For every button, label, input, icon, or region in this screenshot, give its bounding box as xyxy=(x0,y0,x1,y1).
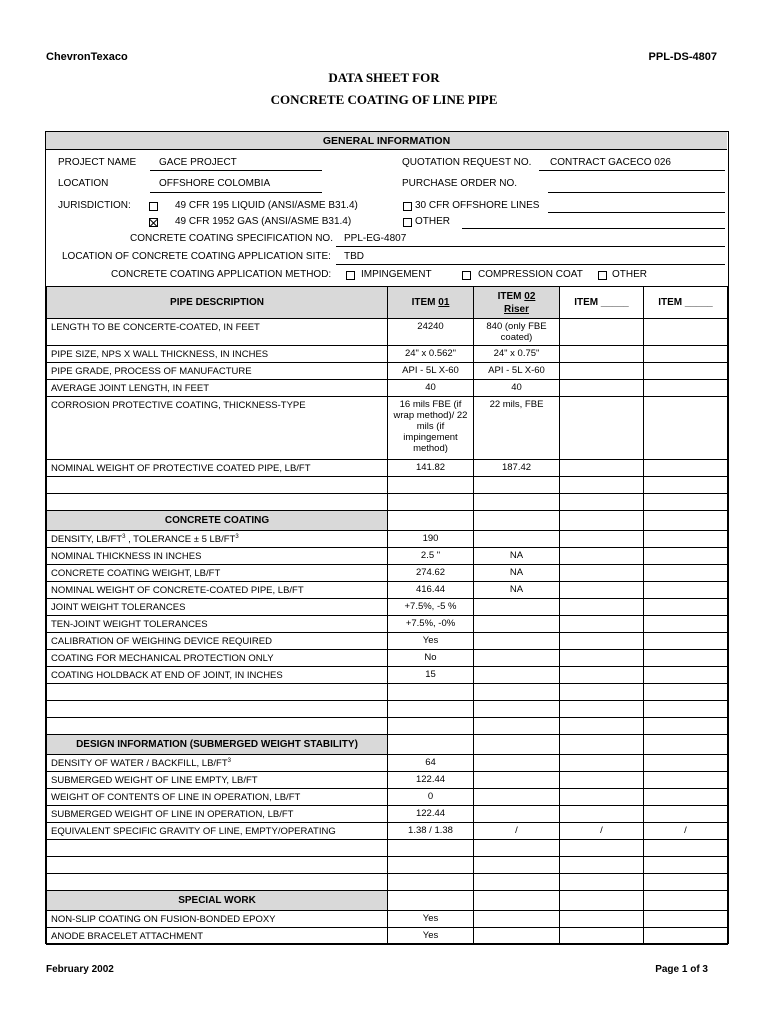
empty-cell xyxy=(474,718,560,735)
empty-cell xyxy=(474,840,560,857)
jurisdiction-offshore-label: 30 CFR OFFSHORE LINES xyxy=(415,200,540,211)
item-4-value xyxy=(644,755,728,772)
spacer-row xyxy=(47,684,728,701)
spec-number-value: PPL-EG-4807 xyxy=(344,233,407,244)
item-4-value xyxy=(644,772,728,789)
document-title-line-1: DATA SHEET FOR xyxy=(328,70,440,85)
jurisdiction-gas-label: 49 CFR 1952 GAS (ANSI/ASME B31.4) xyxy=(175,216,352,227)
item-3-value xyxy=(560,633,644,650)
table-row xyxy=(47,380,728,397)
item-2-value xyxy=(474,531,560,548)
jurisdiction-label: JURISDICTION: xyxy=(58,200,131,211)
empty-cell xyxy=(644,857,728,874)
item-3-value xyxy=(560,772,644,789)
jurisdiction-liquid-checkbox[interactable] xyxy=(149,202,158,211)
item-02-number: 02 xyxy=(524,290,536,302)
spacer-row xyxy=(47,718,728,735)
method-other-checkbox[interactable] xyxy=(598,271,607,280)
project-name-line xyxy=(150,170,322,171)
row-label: ANODE BRACELET ATTACHMENT xyxy=(47,928,388,945)
water-density-sup: 3 xyxy=(227,758,232,764)
item-4-value xyxy=(644,633,728,650)
density-sup-2: 3 xyxy=(235,534,239,540)
jurisdiction-offshore-checkbox[interactable] xyxy=(403,202,412,211)
item-2-value: 840 (only FBE coated) xyxy=(474,319,560,346)
method-other-label: OTHER xyxy=(612,269,647,280)
table-row xyxy=(47,363,728,380)
empty-cell xyxy=(388,840,474,857)
row-label: NOMINAL THICKNESS IN INCHES xyxy=(47,548,388,565)
empty-cell xyxy=(560,718,644,735)
footer-page-number: Page 1 of 3 xyxy=(655,964,708,975)
item-2-value xyxy=(474,772,560,789)
data-sheet-frame xyxy=(45,131,729,944)
row-label: TEN-JOINT WEIGHT TOLERANCES xyxy=(47,616,388,633)
application-site-line xyxy=(336,264,725,265)
empty-cell xyxy=(388,718,474,735)
item-1-value: API - 5L X-60 xyxy=(388,363,474,380)
item-2-value xyxy=(474,789,560,806)
item-3-value xyxy=(560,650,644,667)
item-3-header: ITEM _____ xyxy=(560,287,644,319)
density-sup: 3 xyxy=(122,534,126,540)
empty-cell xyxy=(644,511,728,531)
item-1-value: 2.5 " xyxy=(388,548,474,565)
empty-cell xyxy=(47,874,388,891)
item-1-value: 190 xyxy=(388,531,474,548)
item-4-value xyxy=(644,667,728,684)
item-2-value: NA xyxy=(474,565,560,582)
item-1-value: 0 xyxy=(388,789,474,806)
item-3-value xyxy=(560,755,644,772)
design-information-heading: DESIGN INFORMATION (SUBMERGED WEIGHT STABILITY) xyxy=(47,735,388,755)
row-label: PIPE SIZE, NPS X WALL THICKNESS, IN INCHES xyxy=(47,346,388,363)
item-2-value: API - 5L X-60 xyxy=(474,363,560,380)
spacer-row xyxy=(47,477,728,494)
item-3-value xyxy=(560,599,644,616)
empty-cell xyxy=(474,891,560,911)
item-4-value xyxy=(644,565,728,582)
row-label: COATING HOLDBACK AT END OF JOINT, IN INCHES xyxy=(47,667,388,684)
item-3-value xyxy=(560,319,644,346)
empty-cell xyxy=(388,874,474,891)
item-2-value xyxy=(474,928,560,945)
item-3-value xyxy=(560,565,644,582)
section-header-row xyxy=(47,511,728,531)
row-label: NOMINAL WEIGHT OF CONCRETE-COATED PIPE, LB/FT xyxy=(47,582,388,599)
table-row xyxy=(47,806,728,823)
item-4-value xyxy=(644,599,728,616)
spacer-row xyxy=(47,857,728,874)
table-row xyxy=(47,928,728,945)
empty-cell xyxy=(644,735,728,755)
item-4-value xyxy=(644,460,728,477)
jurisdiction-other-label: OTHER xyxy=(415,216,450,227)
item-1-value: 274.62 xyxy=(388,565,474,582)
row-label: LENGTH TO BE CONCERTE-COATED, IN FEET xyxy=(47,319,388,346)
table-row xyxy=(47,599,728,616)
item-3-value xyxy=(560,380,644,397)
table-row xyxy=(47,633,728,650)
table-row xyxy=(47,319,728,346)
table-row xyxy=(47,531,728,548)
row-label: JOINT WEIGHT TOLERANCES xyxy=(47,599,388,616)
table-row xyxy=(47,397,728,460)
item-4-value xyxy=(644,789,728,806)
empty-cell xyxy=(560,857,644,874)
spacer-row xyxy=(47,874,728,891)
empty-cell xyxy=(560,701,644,718)
purchase-order-line xyxy=(548,192,725,193)
item-3-value xyxy=(560,928,644,945)
item-3-value: / xyxy=(560,823,644,840)
empty-cell xyxy=(644,718,728,735)
empty-cell xyxy=(388,857,474,874)
table-row xyxy=(47,460,728,477)
application-method-label: CONCRETE COATING APPLICATION METHOD: xyxy=(111,269,332,280)
item-01-prefix: ITEM xyxy=(411,297,439,308)
item-3-value xyxy=(560,806,644,823)
item-1-value: 122.44 xyxy=(388,806,474,823)
project-name-value: GACE PROJECT xyxy=(159,157,237,168)
item-3-value xyxy=(560,346,644,363)
document-title-line-2: CONCRETE COATING OF LINE PIPE xyxy=(270,92,498,107)
section-header-row xyxy=(47,891,728,911)
method-compression-checkbox[interactable] xyxy=(462,271,471,280)
section-header-row xyxy=(47,735,728,755)
location-value: OFFSHORE COLOMBIA xyxy=(159,178,271,189)
table-row xyxy=(47,565,728,582)
empty-cell xyxy=(47,857,388,874)
empty-cell xyxy=(47,494,388,511)
item-2-value: 187.42 xyxy=(474,460,560,477)
table-row xyxy=(47,346,728,363)
empty-cell xyxy=(388,701,474,718)
table-row xyxy=(47,755,728,772)
item-4-value xyxy=(644,363,728,380)
table-row xyxy=(47,667,728,684)
row-label: NON-SLIP COATING ON FUSION-BONDED EPOXY xyxy=(47,911,388,928)
application-site-label: LOCATION OF CONCRETE COATING APPLICATION SITE: xyxy=(62,251,331,262)
empty-cell xyxy=(474,735,560,755)
item-4-value xyxy=(644,911,728,928)
empty-cell xyxy=(560,874,644,891)
special-work-heading: SPECIAL WORK xyxy=(47,891,388,911)
row-label: SUBMERGED WEIGHT OF LINE EMPTY, LB/FT xyxy=(47,772,388,789)
general-information-heading: GENERAL INFORMATION xyxy=(46,132,727,150)
item-1-value: Yes xyxy=(388,928,474,945)
item-4-value xyxy=(644,380,728,397)
item-4-value xyxy=(644,346,728,363)
method-impingement-checkbox[interactable] xyxy=(346,271,355,280)
empty-cell xyxy=(388,684,474,701)
row-label: AVERAGE JOINT LENGTH, IN FEET xyxy=(47,380,388,397)
row-label: CALIBRATION OF WEIGHING DEVICE REQUIRED xyxy=(47,633,388,650)
empty-cell xyxy=(47,840,388,857)
table-row xyxy=(47,772,728,789)
item-4-header: ITEM _____ xyxy=(644,287,728,319)
item-1-value: 24240 xyxy=(388,319,474,346)
concrete-coating-heading: CONCRETE COATING xyxy=(47,511,388,531)
row-label xyxy=(47,755,388,772)
method-compression-label: COMPRESSION COAT xyxy=(478,269,583,280)
table-row xyxy=(47,548,728,565)
empty-cell xyxy=(474,701,560,718)
item-1-value: 122.44 xyxy=(388,772,474,789)
item-1-value: 416.44 xyxy=(388,582,474,599)
item-2-value xyxy=(474,911,560,928)
row-label: CONCRETE COATING WEIGHT, LB/FT xyxy=(47,565,388,582)
item-2-value xyxy=(474,599,560,616)
empty-cell xyxy=(474,684,560,701)
empty-cell xyxy=(474,857,560,874)
item-2-value xyxy=(474,650,560,667)
spacer-row xyxy=(47,701,728,718)
empty-cell xyxy=(644,477,728,494)
quotation-line xyxy=(539,170,725,171)
pipe-data-table xyxy=(46,286,728,945)
spec-number-line xyxy=(336,246,725,247)
item-1-value: 24" x 0.562" xyxy=(388,346,474,363)
item-4-value xyxy=(644,928,728,945)
jurisdiction-other-checkbox[interactable] xyxy=(403,218,412,227)
row-label: COATING FOR MECHANICAL PROTECTION ONLY xyxy=(47,650,388,667)
item-2-value: NA xyxy=(474,548,560,565)
empty-cell xyxy=(388,735,474,755)
item-4-value xyxy=(644,397,728,460)
empty-cell xyxy=(644,494,728,511)
item-2-value xyxy=(474,806,560,823)
empty-cell xyxy=(388,494,474,511)
empty-cell xyxy=(560,494,644,511)
empty-cell xyxy=(560,891,644,911)
row-label: SUBMERGED WEIGHT OF LINE IN OPERATION, LB/FT xyxy=(47,806,388,823)
column-header-row xyxy=(47,287,728,319)
item-02-header xyxy=(474,287,560,319)
density-tolerance-label: , TOLERANCE ± 5 LB/FT xyxy=(125,534,236,545)
empty-cell xyxy=(560,735,644,755)
item-3-value xyxy=(560,667,644,684)
spec-number-label: CONCRETE COATING SPECIFICATION NO. xyxy=(130,233,333,244)
application-site-value: TBD xyxy=(344,251,364,262)
empty-cell xyxy=(644,684,728,701)
quotation-label: QUOTATION REQUEST NO. xyxy=(402,157,532,168)
item-2-value xyxy=(474,633,560,650)
item-3-value xyxy=(560,397,644,460)
empty-cell xyxy=(47,718,388,735)
item-1-value: No xyxy=(388,650,474,667)
row-label xyxy=(47,531,388,548)
jurisdiction-offshore-line xyxy=(548,212,725,213)
empty-cell xyxy=(474,477,560,494)
item-3-value xyxy=(560,548,644,565)
item-1-value: 141.82 xyxy=(388,460,474,477)
item-2-value xyxy=(474,755,560,772)
pipe-data-table-body xyxy=(47,287,728,945)
item-2-value: NA xyxy=(474,582,560,599)
empty-cell xyxy=(474,494,560,511)
location-line xyxy=(150,192,322,193)
item-3-value xyxy=(560,531,644,548)
empty-cell xyxy=(644,840,728,857)
pipe-description-header: PIPE DESCRIPTION xyxy=(47,287,388,319)
empty-cell xyxy=(388,891,474,911)
empty-cell xyxy=(47,477,388,494)
item-01-header xyxy=(388,287,474,319)
item-3-value xyxy=(560,460,644,477)
item-01-number: 01 xyxy=(438,297,450,308)
item-2-value: 24" x 0.75" xyxy=(474,346,560,363)
item-3-value xyxy=(560,911,644,928)
density-label: DENSITY, LB/FT xyxy=(51,534,123,545)
quotation-value: CONTRACT GACECO 026 xyxy=(550,157,671,168)
item-4-value xyxy=(644,806,728,823)
row-label: EQUIVALENT SPECIFIC GRAVITY OF LINE, EMPTY/OPERATING xyxy=(47,823,388,840)
empty-cell xyxy=(474,874,560,891)
empty-cell xyxy=(644,701,728,718)
table-row xyxy=(47,616,728,633)
item-2-value: 40 xyxy=(474,380,560,397)
row-label: PIPE GRADE, PROCESS OF MANUFACTURE xyxy=(47,363,388,380)
method-impingement-label: IMPINGEMENT xyxy=(361,269,432,280)
item-3-value xyxy=(560,582,644,599)
location-label: LOCATION xyxy=(58,178,109,189)
item-1-value: Yes xyxy=(388,633,474,650)
item-4-value xyxy=(644,616,728,633)
table-row xyxy=(47,650,728,667)
empty-cell xyxy=(47,701,388,718)
item-3-value xyxy=(560,789,644,806)
item-1-value: 16 mils FBE (if wrap method)/ 22 mils (if impingement method) xyxy=(388,397,474,460)
jurisdiction-other-line xyxy=(462,228,725,229)
item-4-value xyxy=(644,548,728,565)
item-2-value xyxy=(474,616,560,633)
item-4-value xyxy=(644,531,728,548)
item-2-value: / xyxy=(474,823,560,840)
item-4-value: / xyxy=(644,823,728,840)
item-3-value xyxy=(560,363,644,380)
item-2-value: 22 mils, FBE xyxy=(474,397,560,460)
water-density-label: DENSITY OF WATER / BACKFILL, LB/FT xyxy=(51,758,228,769)
purchase-order-label: PURCHASE ORDER NO. xyxy=(402,178,518,189)
jurisdiction-gas-checkbox[interactable] xyxy=(149,218,158,227)
item-2-value xyxy=(474,667,560,684)
empty-cell xyxy=(388,477,474,494)
document-number: PPL-DS-4807 xyxy=(648,51,717,63)
empty-cell xyxy=(47,684,388,701)
spacer-row xyxy=(47,494,728,511)
item-4-value xyxy=(644,319,728,346)
jurisdiction-liquid-label: 49 CFR 195 LIQUID (ANSI/ASME B31.4) xyxy=(175,200,358,211)
empty-cell xyxy=(644,874,728,891)
empty-cell xyxy=(388,511,474,531)
empty-cell xyxy=(560,511,644,531)
item-1-value: 1.38 / 1.38 xyxy=(388,823,474,840)
project-name-label: PROJECT NAME xyxy=(58,157,137,168)
spacer-row xyxy=(47,840,728,857)
item-02-sub: Riser xyxy=(503,303,529,315)
table-row xyxy=(47,911,728,928)
footer-date: February 2002 xyxy=(46,964,114,975)
item-02-prefix: ITEM xyxy=(497,290,525,302)
item-4-value xyxy=(644,582,728,599)
table-row xyxy=(47,789,728,806)
item-4-value xyxy=(644,650,728,667)
empty-cell xyxy=(560,684,644,701)
row-label: WEIGHT OF CONTENTS OF LINE IN OPERATION, LB/FT xyxy=(47,789,388,806)
empty-cell xyxy=(560,840,644,857)
empty-cell xyxy=(644,891,728,911)
table-row xyxy=(47,823,728,840)
item-1-value: +7.5%, -5 % xyxy=(388,599,474,616)
item-1-value: 15 xyxy=(388,667,474,684)
item-1-value: +7.5%, -0% xyxy=(388,616,474,633)
item-1-value: 40 xyxy=(388,380,474,397)
item-1-value: 64 xyxy=(388,755,474,772)
table-row xyxy=(47,582,728,599)
item-3-value xyxy=(560,616,644,633)
row-label: NOMINAL WEIGHT OF PROTECTIVE COATED PIPE, LB/FT xyxy=(47,460,388,477)
item-1-value: Yes xyxy=(388,911,474,928)
empty-cell xyxy=(474,511,560,531)
row-label: CORROSION PROTECTIVE COATING, THICKNESS-TYPE xyxy=(47,397,388,460)
empty-cell xyxy=(560,477,644,494)
company-name: ChevronTexaco xyxy=(46,51,128,63)
